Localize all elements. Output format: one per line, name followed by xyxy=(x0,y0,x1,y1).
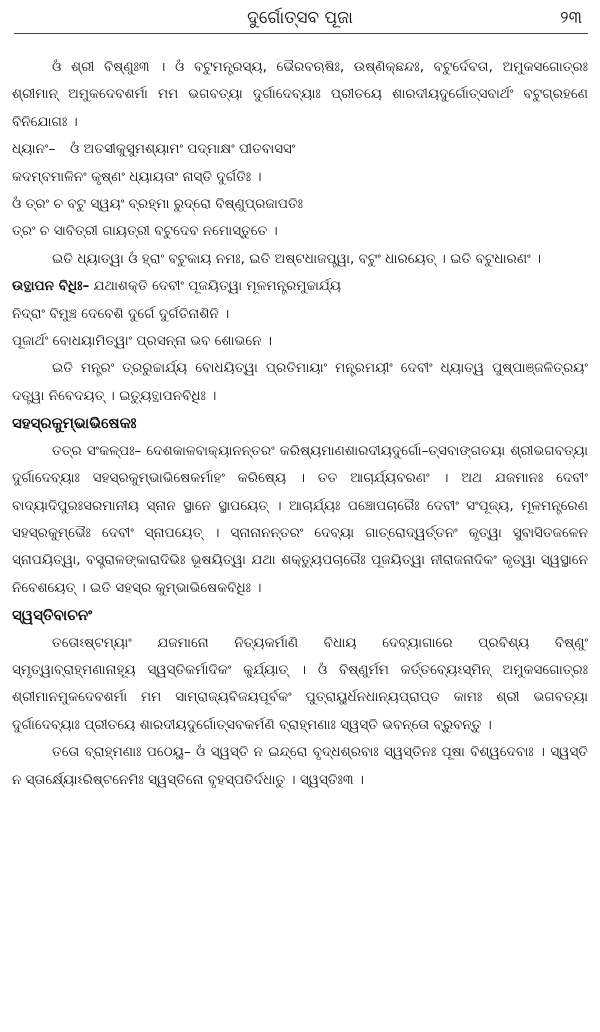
abhisheka-paragraph: ତତ୍ର ସଂକଳ୍ପଃ– ଦେଶକାଳବାକ୍ୟାନନ୍ତରଂ କରିଷ୍ୟମାଣଶାରଦୀୟଦୁର୍ଗୋ–ତ୍ସବାଙ୍ଗତୟା ଶ୍ରୀଭଗବତ୍ୟା ଦୁର୍ଗାଦେବ୍ୟାଃ ସହସ୍ରକୁମ୍ଭାଭିଷେକର୍ମାହଂ କରିଷ୍ୟେ । ତତ ଆଚାର୍ଯ୍ୟବରଣଂ । ଅଥ ଯଜମାନଃ ଦେବୀଂ ବାଦ୍ୟାଦିପୁରଃସରମାନୀୟ ସ୍ନାନ ସ୍ଥାନେ ସ୍ଥାପୟେତ୍ । ଆଚାର୍ଯ୍ୟଃ ପଞ୍ଚୋପଚାରୈଃ ଦେବୀଂ ସଂପୂଜ୍ୟ, ମୂଳମନ୍ତ୍ରେଣ ସହସ୍ରକୁମ୍ଭୈଃ ଦେବୀଂ ସ୍ନାପୟେତ୍ । ସ୍ନାନାନନ୍ତରଂ ଦେବ୍ୟା ଗାତ୍ରୋଦ୍ୱର୍ତ୍ତନଂ କୃତ୍ୱା ସୁବାସିତଜଳେନ ସ୍ନାପୟିତ୍ୱା, ବସ୍ତ୍ରାଳଙ୍କାରାଦିଭିଃ ଭୂଷୟିତ୍ୱା ଯଥା ଶକ୍ତ୍ୟୁପଚାରୈଃ ପୂଜୟିତ୍ୱା ନୀରାଜନାଦିକଂ କୃତ୍ୱା ସ୍ୱସ୍ଥାନେ ନିବେଶୟେତ୍ । ଇତି ସହସ୍ର କୁମ୍ଭାଭିଷେକବିଧିଃ । xyxy=(12,442,588,596)
running-title: ଦୁର୍ଗୋତ୍ସବ ପୂଜା xyxy=(247,8,353,28)
header-rule xyxy=(14,33,588,34)
utthapana-line xyxy=(12,273,588,300)
dhyana-label: ଧ୍ୟାନଂ– xyxy=(12,141,56,158)
dhyana-line-3: ଓଁ ତ୍ରଂ ଚ ବଟୁ ସ୍ୱୟଂ ବ୍ରହ୍ମା ରୁଦ୍ରୋ ବିଷ୍ଣୁପ୍ରଜାପତିଃ xyxy=(12,196,304,213)
page-body xyxy=(12,54,588,794)
utthapana-text: ଯଥାଶକ୍ତି ଦେବୀଂ ପୂଜୟିତ୍ୱା ମୂଳମନ୍ତ୍ରମୁଚ୍ଚାର୍ଯ୍ୟ xyxy=(93,278,342,295)
dhyana-line-2: କଦମ୍ବମାଳିନଂ କୃଷ୍ଣଂ ଧ୍ୟାୟତାଂ ନାସ୍ତି ଦୁର୍ଗତିଃ । xyxy=(12,168,262,185)
dhyana-line-4: ତ୍ରଂ ଚ ସାବିତ୍ରୀ ଗାୟତ୍ରୀ ବଟୁଦେବ ନମୋସ୍ତୁତେ । xyxy=(12,223,278,240)
utthapana-heading: ଉତ୍ଥାପନ ବିଧିଃ– xyxy=(12,278,90,295)
swastivachana-paragraph: ତତୋଽଷ୍ଟମ୍ୟାଂ ଯଜମାନୋ ନିତ୍ୟକର୍ମାଣି ବିଧାୟ ଦେବ୍ୟାଗାରେ ପ୍ରବିଶ୍ୟ ବିଷ୍ଣୁଂ ସ୍ମୃତ୍ୱାବ୍ରାହ୍ମଣାନାହୂୟ ସ୍ୱସ୍ତିକର୍ମାଦିକଂ କୁର୍ଯ୍ୟାତ୍ । ଓଁ ବିଷ୍ଣୁର୍ମମ କର୍ତ୍ତବ୍ୟେଽସ୍ମିନ୍ ଅମୁକସଗୋତ୍ରଃ ଶ୍ରୀମାନମୁକଦେବଶର୍ମା ମମ ସାମ୍ରାଜ୍ୟବିଜୟପୂର୍ବକଂ ପୁତ୍ରାୟୁର୍ଧନଧାନ୍ୟପ୍ରାପ୍ତ କାମଃ ଶ୍ରୀ ଭଗବତ୍ୟା ଦୁର୍ଗାଦେବ୍ୟାଃ ପ୍ରୀତୟେ ଶାରଦୀୟଦୁର୍ଗୋତ୍ସବକର୍ମଣି ବ୍ରାହ୍ମଣାଃ ସ୍ୱସ୍ତି ଭବନ୍ତୋ ବ୍ରୁବନ୍ତୁ । xyxy=(12,634,588,733)
page-number: ୨୩ xyxy=(560,8,582,28)
dhyana-block xyxy=(12,136,588,163)
dhyana-line-1: ଓଁ ଅତସୀକୁସୁମଶ୍ୟାମଂ ପଦ୍ମାକ୍ଷଂ ପୀତବାସସଂ xyxy=(70,141,296,158)
swasti-mantra-paragraph: ତତୋ ବ୍ରାହ୍ମଣାଃ ପଠେୟୁ– ଓଁ ସ୍ୱସ୍ତି ନ ଇନ୍ଦ୍ରୋ ବୃଦ୍ଧଶ୍ରବାଃ ସ୍ୱସ୍ତିନଃ ପୂଷା ବିଶ୍ୱଦେବାଃ । ସ୍ୱସ୍ତି ନ ସ୍ତାର୍କ୍ଷ୍ୟୋଽରିଷ୍ଟନେମିଃ ସ୍ୱସ୍ତିନୋ ବୃହସ୍ପତିର୍ଦଧାତୁ । ସ୍ୱସ୍ତିଃ୩ । xyxy=(12,744,588,788)
section-heading-swastivachana: ସ୍ୱସ୍ତିବାଚନଂ xyxy=(12,606,93,625)
batu-dharana-paragraph: ଇତି ଧ୍ୟାତ୍ୱା ଓଁ ହ୍ରାଂ ବଟୁକାୟ ନମଃ, ଇତି ଅଷ୍ଟଧାଜପ୍ତ୍ୱା, ବଟୁଂ ଧାରୟେତ୍ । ଇତି ବଟୁଧାରଣଂ । xyxy=(52,250,542,267)
section-heading-abhisheka: ସହସ୍ରକୁମ୍ଭାଭିଷେକଃ xyxy=(12,414,137,433)
utthapana-verse-2: ପୂଜାର୍ଥଂ ବୋଧୟାମିତ୍ୱାଂ ପ୍ରସନ୍ନା ଭବ ଶୋଭନେ । xyxy=(12,333,272,350)
utthapana-verse-1: ନିଦ୍ରାଂ ବିମୁଞ୍ଚ ଦେବେଶି ଦୁର୍ଗେ ଦୁର୍ଗତିନାଶିନି । xyxy=(12,305,230,322)
viniyoga-paragraph: ଓଁ ଶ୍ରୀ ବିଷ୍ଣୁଃ୩ । ଓଁ ବଟୁମନ୍ତ୍ରସ୍ୟ, ଭୈରବଋଷିଃ, ଉଷ୍ଣିକ୍‌ଛନ୍ଦଃ, ବଟୁର୍ଦେବତା, ଅମୁକସଗୋତ୍ରଃ ଶ୍ରୀମାନ୍ ଅମୁକଦେବଶର୍ମା ମମ ଭଗବତ୍ୟା ଦୁର୍ଗାଦେବ୍ୟାଃ ପ୍ରୀତୟେ ଶାରଦୀୟଦୁର୍ଗୋତ୍ସବାର୍ଥଂ ବଟୁଗ୍ରହଣେ ବିନିଯୋଗଃ । xyxy=(12,59,588,130)
utthapana-paragraph: ଇତି ମନ୍ତ୍ରଂ ତ୍ରରୁଚ୍ଚାର୍ଯ୍ୟ ବୋଧୟିତ୍ୱା ପ୍ରତିମାୟାଂ ମନ୍ତ୍ରମୟୀଂ ଦେବୀଂ ଧ୍ୟାତ୍ୱ ପୁଷ୍ପାଞ୍ଜଳିତ୍ରୟଂ ଦତ୍ତ୍ୱା ନିବେଦୟତ୍ । ଇତ୍ୟୁତ୍ଥାପନବିଧିଃ । xyxy=(12,360,588,404)
